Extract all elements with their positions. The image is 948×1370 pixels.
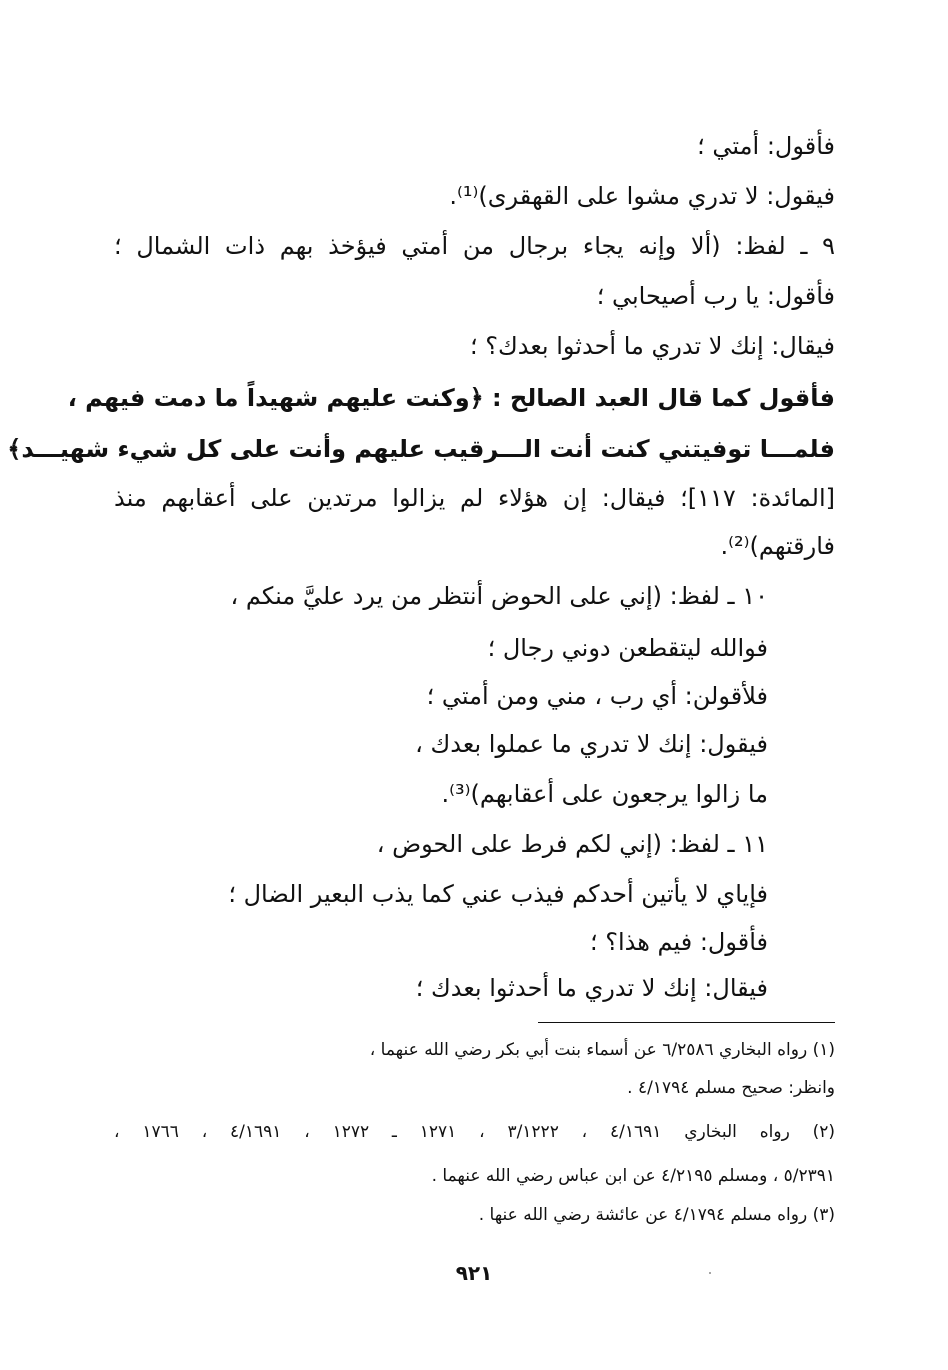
text-line: فيقول: لا تدري مشوا على القهقرى)⁽¹⁾. — [449, 182, 835, 210]
hadith-heading-10: ١٠ ـ لفظ: (إني على الحوض أنتظر من يرد عليَّ منكم ، — [230, 582, 768, 610]
text-line: فأقول: أمتي ؛ — [697, 132, 835, 160]
text-line: فوالله ليتقطعن دوني رجال ؛ — [487, 634, 768, 662]
footnote-2-continued: ٥/٢٣٩١ ، ومسلم ٤/٢١٩٥ عن ابن عباس رضي الله عنهما . — [431, 1166, 835, 1186]
text-line: فلأقولن: أي رب ، مني ومن أمتي ؛ — [426, 682, 768, 710]
text-line: ما زالوا يرجعون على أعقابهم)⁽³⁾. — [441, 780, 768, 808]
text-line: فيقال: إنك لا تدري ما أحدثوا بعدك؟ ؛ — [469, 332, 835, 360]
quran-verse-line: فلمـــا توفيتني كنت أنت الـــرقيب عليهم وأنت على كل شيء شهيـــد﴾ — [7, 435, 835, 463]
text-line: ٩ ـ لفظ: (ألا وإنه يجاء برجال من أمتي فيؤخذ بهم ذات الشمال ؛ — [114, 232, 835, 260]
page-number: ٩٢١ — [455, 1261, 493, 1285]
text-line: [المائدة: ١١٧]؛ فيقال: إن هؤلاء لم يزالوا مرتدين على أعقابهم منذ — [114, 484, 835, 512]
text-line: فيقول: إنك لا تدري ما عملوا بعدك ، — [415, 730, 768, 758]
footnote-3: (٣) رواه مسلم ٤/١٧٩٤ عن عائشة رضي الله عنها . — [478, 1205, 835, 1225]
text-line: فإياي لا يأتين أحدكم فيذب عني كما يذب البعير الضال ؛ — [228, 880, 768, 908]
text-line: فارقتهم)⁽²⁾. — [720, 532, 835, 560]
footnote-1-continued: وانظر: صحيح مسلم ٤/١٧٩٤ . — [627, 1078, 835, 1098]
text-line: فيقال: إنك لا تدري ما أحدثوا بعدك ؛ — [415, 974, 768, 1002]
text-line: فأقول: يا رب أصيحابي ؛ — [596, 282, 835, 310]
footnote-separator — [538, 1022, 835, 1023]
scan-speck — [709, 1272, 711, 1274]
hadith-heading-11: ١١ ـ لفظ: (إني لكم فرط على الحوض ، — [376, 830, 768, 858]
text-line: فأقول: فيم هذا؟ ؛ — [589, 928, 768, 956]
footnote-1: (١) رواه البخاري ٦/٢٥٨٦ عن أسماء بنت أبي بكر رضي الله عنهما ، — [369, 1040, 835, 1060]
footnote-2: (٢) رواه البخاري ٤/١٦٩١ ، ٣/١٢٢٢ ، ١٢٧١ ـ ١٢٧٢ ، ٤/١٦٩١ ، ١٧٦٦ ، — [114, 1122, 836, 1142]
quran-verse-line: فأقول كما قال العبد الصالح : ﴿وكنت عليهم شهيداً ما دمت فيهم ، — [67, 384, 835, 412]
